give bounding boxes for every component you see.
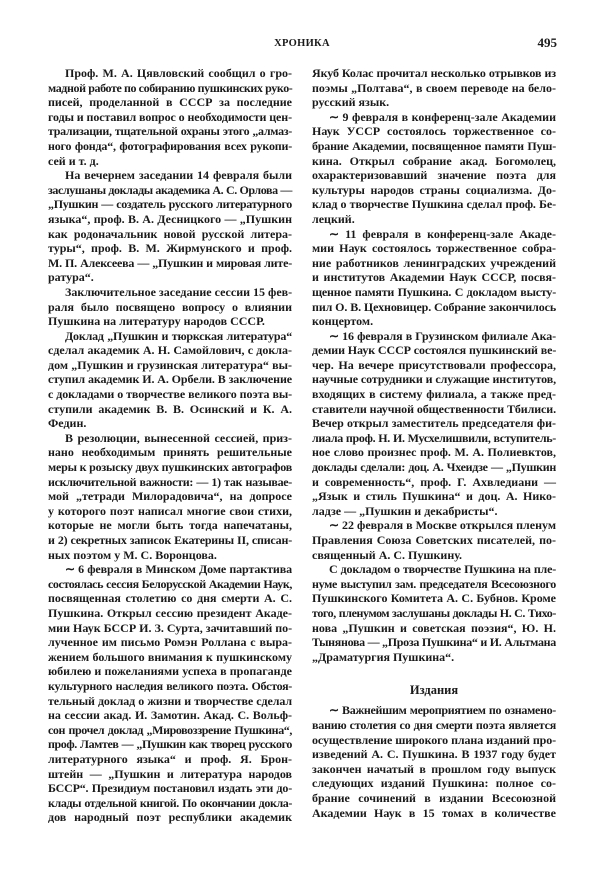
paragraph <box>312 562 556 664</box>
text-line: литературного языка“ и проф. Я. Брон- <box>48 751 292 766</box>
text-line: штейн — „Пушкин и литература народов <box>48 766 292 781</box>
text-line: языка“, проф. В. А. Десницкого — „Пушкин <box>48 211 292 226</box>
text-line: русский язык. <box>312 95 390 110</box>
text-line: ∼ 16 февраля в Грузинском филиале Ака- <box>329 328 556 343</box>
text-line: ∼ Важнейшим мероприятием по ознамено- <box>329 703 556 718</box>
text-line: входящих в систему филиала, а также пред- <box>312 387 556 402</box>
right-paragraphs-before <box>312 66 556 664</box>
paragraph <box>48 329 292 431</box>
text-line: сей и т. д. <box>48 153 99 168</box>
left-column <box>48 66 292 825</box>
text-line: раля было посвящено вопросу о влиянии <box>48 299 292 314</box>
text-line: „Язык и стиль Пушкина“ и доц. А. Нико- <box>312 489 556 504</box>
text-line: и институтов Академии Наук СССР, посвя- <box>312 270 556 285</box>
paragraph <box>48 562 292 825</box>
text-line: поэмы „Полтава“, в своем переводе на бело- <box>312 80 556 95</box>
text-line: которые не могли быть тогда напечатаны, <box>48 518 292 533</box>
page-number: 495 <box>537 35 557 50</box>
text-line: „Драматургия Пушкина“. <box>312 649 455 664</box>
paragraph <box>312 110 556 227</box>
text-line: проф. Ламтев — „Пушкин как творец русского <box>48 737 292 752</box>
text-line: Вечер открыл заместитель председателя фи- <box>312 416 556 431</box>
text-line: лецкий. <box>312 211 355 226</box>
text-line: кина. Открыл собрание акад. Богомолец, <box>312 153 556 168</box>
text-line: ного фонда“, фотографирования всех рукопи- <box>48 138 292 153</box>
section-heading: Издания <box>409 683 459 698</box>
text-line: исключительной важности: — 1) так называе- <box>48 474 292 489</box>
text-line: На вечернем заседании 14 февраля были <box>65 168 292 183</box>
text-line: нуме выступил зам. председателя Всесоюзного <box>312 576 556 591</box>
text-line: как родоначальник новой русской литера- <box>48 226 292 241</box>
text-line: нова „Пушкин и советская поэзия“, Ю. Н. <box>312 620 556 635</box>
text-line: нано необходимым принять решительные <box>48 445 292 460</box>
paragraph <box>312 66 556 110</box>
text-line: Пушкинского Комитета А. С. Бубнов. Кроме <box>312 591 556 606</box>
text-line: и 2) секретных записок Екатерины II, списан- <box>48 533 292 547</box>
text-line: и современность“, проф. Г. Ахвледиани — <box>312 474 556 489</box>
text-line: заслушаны доклады академика А. С. Орлова — <box>48 182 292 197</box>
text-line: ратура“. <box>48 270 94 285</box>
right-paragraphs-after <box>312 703 556 820</box>
paragraph <box>48 285 292 329</box>
text-line: ладзе — „Пушкин и декабристы“. <box>312 503 498 518</box>
left-paragraphs <box>48 66 292 825</box>
text-line: Доклад „Пушкин и тюркская литература“ <box>65 328 292 343</box>
text-line: следующих изданий Пушкина: полное со- <box>312 776 556 791</box>
text-line: ных поэтом у М. С. Воронцова. <box>48 547 217 562</box>
text-line: научные сотрудники и служащие институтов, <box>312 372 556 387</box>
text-line: состоялась сессия Белорусской Академии Наук, <box>48 576 292 591</box>
text-line: меры к розыску двух пушкинских автографов <box>48 460 292 475</box>
text-line: культурного наследия великого поэта. Обстоя- <box>48 678 292 693</box>
text-line: ступил академик И. А. Орбели. В заключение <box>48 372 292 387</box>
text-line: Тынянова — „Проза Пушкина“ и И. Альтмана <box>312 635 556 650</box>
right-column <box>312 66 556 820</box>
text-line: лиала проф. Н. И. Мусхелишвили, вступитель- <box>312 430 556 445</box>
text-line: М. П. Алексеева — „Пушкин и мировая лите- <box>48 255 292 270</box>
text-line: сделал академик А. Н. Самойлович, с докла- <box>48 343 292 358</box>
running-header-title: ХРОНИКА <box>274 38 330 49</box>
text-line: пил О. В. Цехновицер. Собрание закончилось <box>312 299 557 314</box>
text-line: ∼ 9 февраля в конференц-зале Академии <box>329 109 556 124</box>
text-line: щенное памяти Пушкина. С докладом высту- <box>312 284 556 299</box>
text-line: годы и поставил вопрос о необходимости цен- <box>48 109 292 124</box>
text-line: Пушкина на литературу народов СССР. <box>48 314 265 329</box>
text-line: тельный доклад о жизни и творчестве сделал <box>48 693 292 708</box>
text-line: посвященная столетию со дня смерти А. С. <box>48 591 292 606</box>
text-line: Заключительное заседание сессии 15 фев- <box>65 284 293 299</box>
text-line: С докладом о творчестве Пушкина на пле- <box>329 562 556 577</box>
text-line: культуры народов страны социализма. До- <box>312 182 556 197</box>
text-line: В резолюции, вынесенной сессией, приз- <box>65 430 292 445</box>
text-line: осуществление широкого плана изданий про- <box>312 732 556 747</box>
text-line: „Пушкин — создатель русского литературного <box>48 197 292 212</box>
text-line: клады отдельной книгой. По окончании докла- <box>48 795 292 810</box>
paragraph <box>48 66 292 168</box>
text-line: у которого поэт написал многие свои стихи, <box>48 503 292 518</box>
paragraph <box>48 168 292 285</box>
text-line: ступили академик В. В. Осинский и К. А. <box>48 401 292 416</box>
text-line: клад о творчестве Пушкина сделал проф. Бе- <box>312 197 556 212</box>
text-line: брание Академии, посвященное памяти Пуш- <box>312 138 556 153</box>
text-line: охарактеризовавший значение поэта для <box>312 168 556 183</box>
text-line: закончен начатый в прошлом году выпуск <box>312 761 556 776</box>
text-line: Якуб Колас прочитал несколько отрывков из <box>312 66 556 80</box>
text-line: ние работников ленинградских учреждений <box>312 255 556 270</box>
text-line: ставители научной общественности Тбилиси. <box>312 401 556 416</box>
text-line: мой „тетради Милорадовича“, на допросе <box>48 489 292 504</box>
text-line: ное слово произнес проф. М. А. Полиевктов, <box>312 445 556 460</box>
text-line: ∼ 11 февраля в конференц-зале Акаде- <box>329 226 556 241</box>
text-line: мадной работе по собиранию пушкинских руко- <box>48 80 293 95</box>
text-line: чер. На вечере присутствовали профессора, <box>312 357 556 372</box>
text-line: Наук УССР состоялось торжественное со- <box>312 124 556 139</box>
text-line: лученное им письмо Ромэн Роллана с выра- <box>48 635 292 650</box>
paragraph <box>48 431 292 562</box>
text-line: Проф. М. А. Цявловский сообщил о гро- <box>65 66 292 80</box>
text-line: мии Наук состоялось торжественное собра- <box>312 241 556 256</box>
text-line: изведений А. С. Пушкина. В 1937 году будет <box>312 747 556 762</box>
text-line: трализации, тщательной охраны этого „алмаз- <box>48 124 292 139</box>
text-line: ∼ 22 февраля в Москве открылся пленум <box>329 518 557 533</box>
text-line: туры“, проф. В. М. Жирмунского и проф. <box>48 241 292 256</box>
text-line: концертом. <box>312 314 374 329</box>
text-line: на сессии акад. И. Замотин. Акад. С. Вольф- <box>48 708 292 723</box>
text-line: дом „Пушкин и грузинская литература“ вы- <box>48 357 292 372</box>
text-line: с докладами о творчестве великого поэта вы- <box>48 387 292 402</box>
text-line: ∼ 6 февраля в Минском Доме партактива <box>65 562 292 577</box>
text-line: доклады сделали: доц. А. Чхеидзе — „Пушкин <box>312 460 556 475</box>
text-line: того, пленумом заслушаны доклады Н. С. Тихо- <box>312 605 556 620</box>
text-line: Академии Наук в 15 томах в количестве <box>312 805 556 820</box>
paragraph <box>312 518 556 562</box>
text-line: Пушкина. Открыл сессию президент Акаде- <box>48 605 292 620</box>
text-line: БССР“. Президиум постановил издать эти до- <box>48 781 292 796</box>
text-line: сон прочел доклад „Мировоззрение Пушкина“, <box>48 722 292 737</box>
text-line: дов народный поэт республики академик <box>48 810 292 825</box>
text-line: ванию столетия со дня смерти поэта является <box>312 717 556 732</box>
text-line: Правления Союза Советских писателей, по- <box>312 533 556 547</box>
text-line: юбилею и пожеланиями успеха в пропаганде <box>48 664 292 679</box>
text-line: мии Наук БССР И. З. Сурта, зачитавший по- <box>48 620 293 635</box>
text-line: демии Наук СССР состоялся пушкинский ве- <box>312 343 557 358</box>
text-line: жением большого внимания к пушкинскому <box>48 649 292 664</box>
text-line: Федин. <box>48 416 87 431</box>
text-line: писей, проделанной в СССР за последние <box>48 95 292 110</box>
text-line: брание сочинений в издании Всесоюзной <box>312 790 556 805</box>
text-line: священный А. С. Пушкину. <box>312 547 463 562</box>
paragraph <box>312 227 556 329</box>
paragraph <box>312 329 556 519</box>
paragraph <box>312 703 556 820</box>
